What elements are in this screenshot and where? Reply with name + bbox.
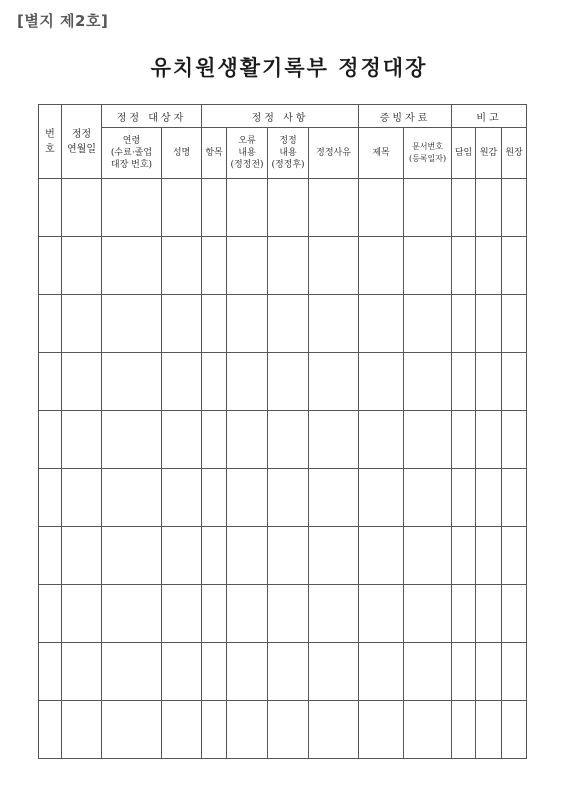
table-cell[interactable]: [62, 527, 102, 585]
table-row: [39, 643, 527, 701]
table-cell[interactable]: [404, 179, 452, 237]
table-cell[interactable]: [162, 237, 202, 295]
table-cell[interactable]: [268, 295, 309, 353]
document-title: 유치원생활기록부 정정대장: [150, 55, 428, 80]
table-cell[interactable]: [39, 237, 62, 295]
table-cell[interactable]: [268, 237, 309, 295]
table-cell[interactable]: [309, 179, 359, 237]
table-cell[interactable]: [227, 701, 268, 759]
table-cell[interactable]: [268, 643, 309, 701]
table-cell[interactable]: [62, 585, 102, 643]
table-cell[interactable]: [476, 179, 502, 237]
table-cell[interactable]: [404, 237, 452, 295]
table-cell[interactable]: [268, 701, 309, 759]
table-cell[interactable]: [452, 411, 476, 469]
table-cell[interactable]: [227, 179, 268, 237]
table-cell[interactable]: [404, 469, 452, 527]
table-cell[interactable]: [227, 411, 268, 469]
table-cell[interactable]: [502, 179, 527, 237]
header-group-details: 정정 사항: [202, 105, 359, 128]
table-cell[interactable]: [62, 469, 102, 527]
table-cell[interactable]: [102, 585, 162, 643]
table-cell[interactable]: [162, 701, 202, 759]
table-cell[interactable]: [476, 295, 502, 353]
correction-register-table: [38, 104, 527, 759]
table-cell[interactable]: [268, 179, 309, 237]
table-cell[interactable]: [39, 643, 62, 701]
table-cell[interactable]: [162, 585, 202, 643]
form-label: [별지 제2호]: [17, 12, 109, 30]
header-number: 번 호: [39, 105, 62, 179]
table-cell[interactable]: [202, 237, 227, 295]
table-cell[interactable]: [102, 643, 162, 701]
table-cell[interactable]: [162, 469, 202, 527]
header-detail-reason: 정정사유: [309, 128, 359, 179]
table-row: [39, 585, 527, 643]
table-cell[interactable]: [359, 643, 404, 701]
table-cell[interactable]: [404, 411, 452, 469]
table-cell[interactable]: [39, 701, 62, 759]
table-cell[interactable]: [102, 411, 162, 469]
header-detail-item: 항목: [202, 128, 227, 179]
header-detail-corrected: 정정 내용 (정정후): [268, 128, 309, 179]
table-cell[interactable]: [202, 527, 227, 585]
table-cell[interactable]: [359, 179, 404, 237]
table-cell[interactable]: [476, 411, 502, 469]
register-body: [39, 179, 527, 759]
table-row: [39, 411, 527, 469]
table-cell[interactable]: [502, 353, 527, 411]
table-cell[interactable]: [309, 585, 359, 643]
table-cell[interactable]: [309, 701, 359, 759]
table-cell[interactable]: [62, 353, 102, 411]
table-cell[interactable]: [268, 469, 309, 527]
table-cell[interactable]: [62, 701, 102, 759]
table-cell[interactable]: [102, 527, 162, 585]
table-cell[interactable]: [452, 585, 476, 643]
table-cell[interactable]: [227, 237, 268, 295]
table-cell[interactable]: [39, 585, 62, 643]
table-cell[interactable]: [359, 701, 404, 759]
table-cell[interactable]: [202, 585, 227, 643]
header-detail-error: 오류 내용 (정정전): [227, 128, 268, 179]
table-cell[interactable]: [359, 469, 404, 527]
table-cell[interactable]: [202, 469, 227, 527]
table-cell[interactable]: [268, 585, 309, 643]
table-cell[interactable]: [309, 469, 359, 527]
table-cell[interactable]: [309, 295, 359, 353]
table-cell[interactable]: [202, 353, 227, 411]
table-cell[interactable]: [62, 179, 102, 237]
table-cell[interactable]: [162, 353, 202, 411]
table-cell[interactable]: [202, 643, 227, 701]
table-cell[interactable]: [227, 527, 268, 585]
header-remark-principal: 원장: [502, 128, 527, 179]
table-cell[interactable]: [162, 295, 202, 353]
table-row: [39, 353, 527, 411]
table-row: [39, 527, 527, 585]
table-row: [39, 237, 527, 295]
table-cell[interactable]: [227, 353, 268, 411]
table-row: [39, 701, 527, 759]
table-cell[interactable]: [227, 295, 268, 353]
table-cell[interactable]: [102, 179, 162, 237]
table-cell[interactable]: [476, 643, 502, 701]
header-group-evidence: 증빙자료: [359, 105, 452, 128]
table-cell[interactable]: [359, 353, 404, 411]
table-cell[interactable]: [502, 469, 527, 527]
table-cell[interactable]: [39, 469, 62, 527]
header-group-target: 정정 대상자: [102, 105, 202, 128]
table-cell[interactable]: [309, 643, 359, 701]
table-cell[interactable]: [268, 353, 309, 411]
table-cell[interactable]: [359, 295, 404, 353]
table-cell[interactable]: [359, 237, 404, 295]
table-cell[interactable]: [476, 701, 502, 759]
table-cell[interactable]: [404, 295, 452, 353]
table-cell[interactable]: [309, 411, 359, 469]
table-cell[interactable]: [227, 469, 268, 527]
table-cell[interactable]: [476, 527, 502, 585]
table-cell[interactable]: [309, 527, 359, 585]
table-cell[interactable]: [39, 295, 62, 353]
table-cell[interactable]: [476, 353, 502, 411]
table-cell[interactable]: [62, 411, 102, 469]
header-group-remarks: 비고: [452, 105, 527, 128]
header-remark-vice: 원감: [476, 128, 502, 179]
table-cell[interactable]: [452, 469, 476, 527]
table-cell[interactable]: [102, 295, 162, 353]
table-row: [39, 179, 527, 237]
table-cell[interactable]: [202, 701, 227, 759]
table-cell[interactable]: [404, 643, 452, 701]
table-cell[interactable]: [452, 527, 476, 585]
table-cell[interactable]: [309, 237, 359, 295]
table-cell[interactable]: [102, 353, 162, 411]
table-cell[interactable]: [452, 237, 476, 295]
table-cell[interactable]: [102, 469, 162, 527]
table-cell[interactable]: [227, 585, 268, 643]
table-cell[interactable]: [502, 701, 527, 759]
table-cell[interactable]: [39, 411, 62, 469]
table-cell[interactable]: [502, 643, 527, 701]
table-cell[interactable]: [268, 411, 309, 469]
table-cell[interactable]: [502, 527, 527, 585]
table-cell[interactable]: [502, 295, 527, 353]
table-cell[interactable]: [102, 701, 162, 759]
header-evidence-docno: 문서번호 (등록일자): [404, 128, 452, 179]
table-cell[interactable]: [452, 353, 476, 411]
table-cell[interactable]: [202, 411, 227, 469]
table-cell[interactable]: [476, 237, 502, 295]
table-cell[interactable]: [162, 179, 202, 237]
table-cell[interactable]: [502, 585, 527, 643]
table-cell[interactable]: [452, 643, 476, 701]
header-remark-teacher: 담임: [452, 128, 476, 179]
table-cell[interactable]: [202, 295, 227, 353]
table-cell[interactable]: [39, 353, 62, 411]
table-cell[interactable]: [162, 643, 202, 701]
table-cell[interactable]: [359, 411, 404, 469]
header-target-year: 연령 (수료·졸업 대장 번호): [102, 128, 162, 179]
table-cell[interactable]: [452, 701, 476, 759]
table-cell[interactable]: [359, 527, 404, 585]
table-cell[interactable]: [502, 237, 527, 295]
table-cell[interactable]: [268, 527, 309, 585]
table-cell[interactable]: [502, 411, 527, 469]
table-cell[interactable]: [202, 179, 227, 237]
header-correction-date: 정정 연월일: [62, 105, 102, 179]
table-cell[interactable]: [404, 353, 452, 411]
table-cell[interactable]: [404, 701, 452, 759]
table-cell[interactable]: [476, 469, 502, 527]
table-cell[interactable]: [452, 179, 476, 237]
table-cell[interactable]: [452, 295, 476, 353]
table-cell[interactable]: [102, 237, 162, 295]
table-row: [39, 295, 527, 353]
table-row: [39, 469, 527, 527]
header-target-name: 성명: [162, 128, 202, 179]
table-cell[interactable]: [162, 527, 202, 585]
table-cell[interactable]: [359, 585, 404, 643]
table-cell[interactable]: [39, 527, 62, 585]
table-cell[interactable]: [309, 353, 359, 411]
table-cell[interactable]: [476, 585, 502, 643]
table-cell[interactable]: [404, 585, 452, 643]
table-cell[interactable]: [162, 411, 202, 469]
header-evidence-title: 제목: [359, 128, 404, 179]
table-cell[interactable]: [62, 295, 102, 353]
table-cell[interactable]: [227, 643, 268, 701]
table-cell[interactable]: [62, 643, 102, 701]
table-cell[interactable]: [62, 237, 102, 295]
table-cell[interactable]: [404, 527, 452, 585]
table-cell[interactable]: [39, 179, 62, 237]
